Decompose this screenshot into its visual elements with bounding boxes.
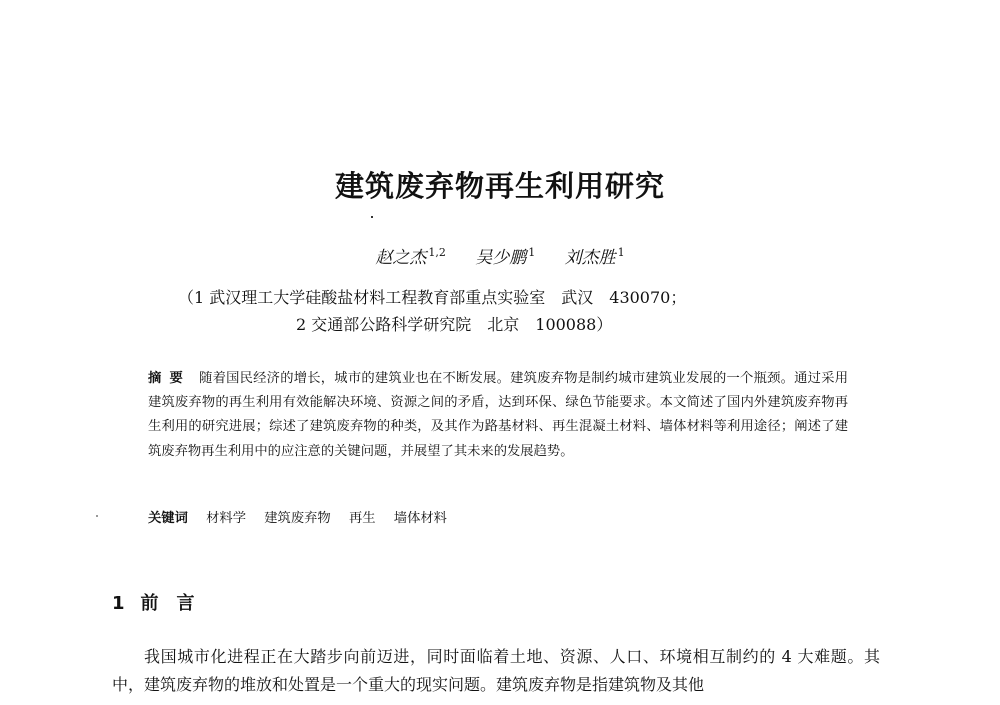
abstract-text: 随着国民经济的增长，城市的建筑业也在不断发展。建筑废弃物是制约城市建筑业发展的一个瓶颈。通过采用建筑废弃物的再生利用有效能解决环境、资源之间的矛盾，达到环保、绿色节能要求。本文简述了国内外建筑废弃物再生利用的研究进展；综述了建筑废弃物的种类，及其作为路基材料、再生混凝土材料、墙体材料等利用途径；阐述了建筑废弃物再生利用中的应注意的关键问题，并展望了其未来的发展趋势。 [148,371,849,459]
author-name: 刘杰胜 [564,247,616,268]
affiliation-line-1: （1 武汉理工大学硅酸盐材料工程教育部重点实验室 武汉 430070； [178,288,687,307]
abstract-label: 摘要 [148,371,192,386]
keyword: 建筑废弃物 [264,511,331,526]
keywords-label: 关键词 [148,511,188,526]
author-2 [475,248,535,268]
section-title: 前言 [140,593,213,614]
keyword: 墙体材料 [393,511,447,526]
author-1 [375,248,446,268]
affiliation-line-2: 2 交通部公路科学研究院 北京 100088） [296,315,613,334]
body-paragraph: 我国城市化进程正在大踏步向前迈进，同时面临着土地、资源、人口、环境相互制约的 4 大难题。其中，建筑废弃物的堆放和处置是一个重大的现实问题。建筑废弃物是指建筑物及其他 [112,647,880,694]
keywords [148,507,848,531]
scan-speck [96,515,98,517]
author-3 [565,248,625,268]
section-number: 1 [112,593,125,614]
author-affil-mark: 1 [617,246,625,259]
author-affil-mark: 1,2 [428,246,446,259]
author-list [0,238,1000,273]
section-heading [112,590,213,618]
keyword: 材料学 [206,511,247,526]
scan-speck [371,216,373,218]
author-name: 吴少鹏 [475,247,527,268]
author-affil-mark: 1 [528,246,536,259]
author-name: 赵之杰 [375,247,427,268]
paper-title: 建筑废弃物再生利用研究 [334,169,665,203]
abstract [148,367,848,464]
keyword: 再生 [348,511,376,526]
